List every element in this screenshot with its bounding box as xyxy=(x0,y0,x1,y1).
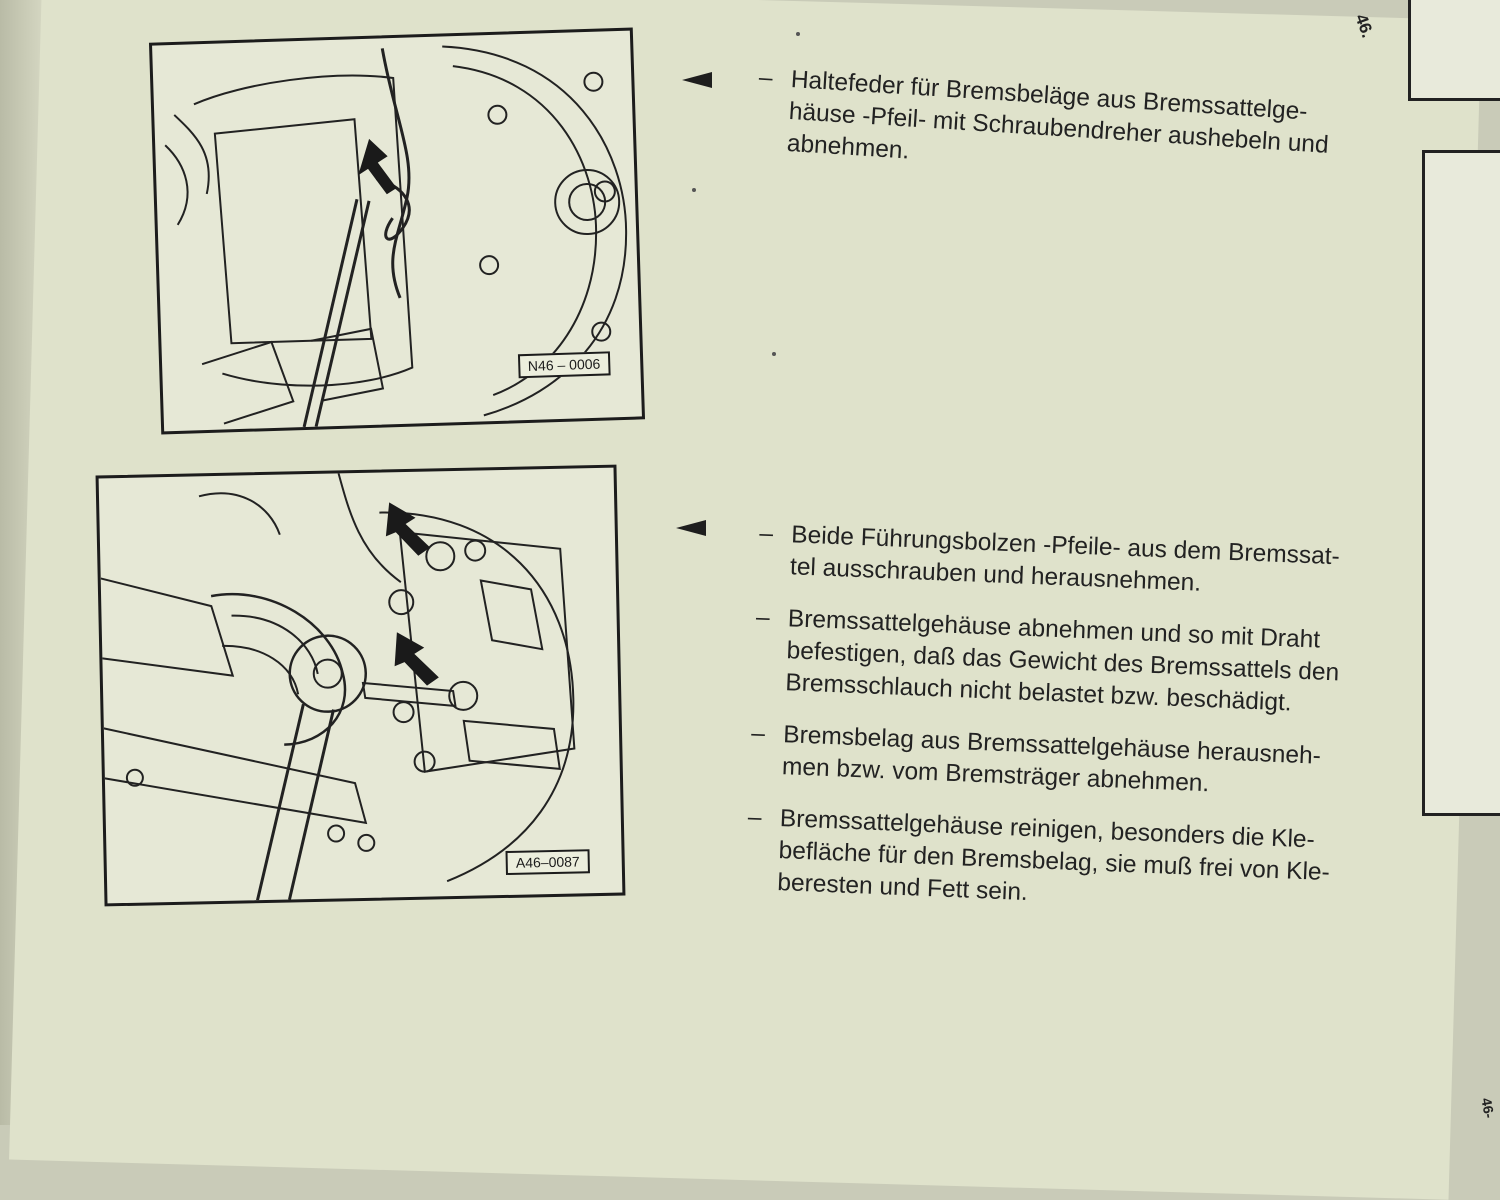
list-dash: – xyxy=(750,719,766,748)
next-page-figure-frame-top xyxy=(1408,0,1500,101)
section-marker-icon xyxy=(682,72,712,88)
paper-speck xyxy=(796,32,800,36)
paper-speck xyxy=(692,188,696,192)
instruction-text: Haltefeder für Bremsbeläge aus Bremssattelge- häuse -Pfeil- mit Schraubendreher aushebeln und abnehmen. xyxy=(786,66,1330,165)
instruction-text: Bremsbelag aus Bremssattelgehäuse herausneh- men bzw. vom Bremsträger abnehmen. xyxy=(781,721,1322,798)
figure-label: N46 – 0006 xyxy=(518,351,611,378)
instructions-section-2 xyxy=(744,518,1410,944)
figure-guide-bolts xyxy=(96,465,626,907)
page-number: 46. xyxy=(1351,11,1378,41)
figure-brake-spring xyxy=(149,27,645,434)
instruction-item xyxy=(753,602,1406,724)
figure-label: A46–0087 xyxy=(506,849,590,875)
instruction-text: Beide Führungsbolzen -Pfeile- aus dem Bremssat- tel ausschrauben und herausnehmen. xyxy=(789,521,1341,597)
list-dash: – xyxy=(758,519,774,548)
instruction-item xyxy=(745,802,1398,924)
instruction-text: Bremssattelgehäuse abnehmen und so mit Draht befestigen, daß das Gewicht des Bremssattels den Bremsschlauch nicht belastet bzw. beschädigt. xyxy=(784,605,1340,717)
instruction-text: Bremssattelgehäuse reinigen, besonders die Kle- befläche für den Bremsbelag, sie muß frei von Kle- beresten und Fett sein. xyxy=(776,805,1331,907)
next-page-figure-frame xyxy=(1422,150,1500,816)
section-marker-icon xyxy=(676,520,706,536)
instruction-item xyxy=(749,718,1401,808)
page-number-bottom: 46- xyxy=(1478,1096,1498,1120)
list-dash: – xyxy=(755,603,771,632)
list-dash: – xyxy=(747,803,763,832)
list-dash: – xyxy=(758,63,774,92)
paper-speck xyxy=(772,352,776,356)
guide-bolts-illustration xyxy=(99,468,623,904)
